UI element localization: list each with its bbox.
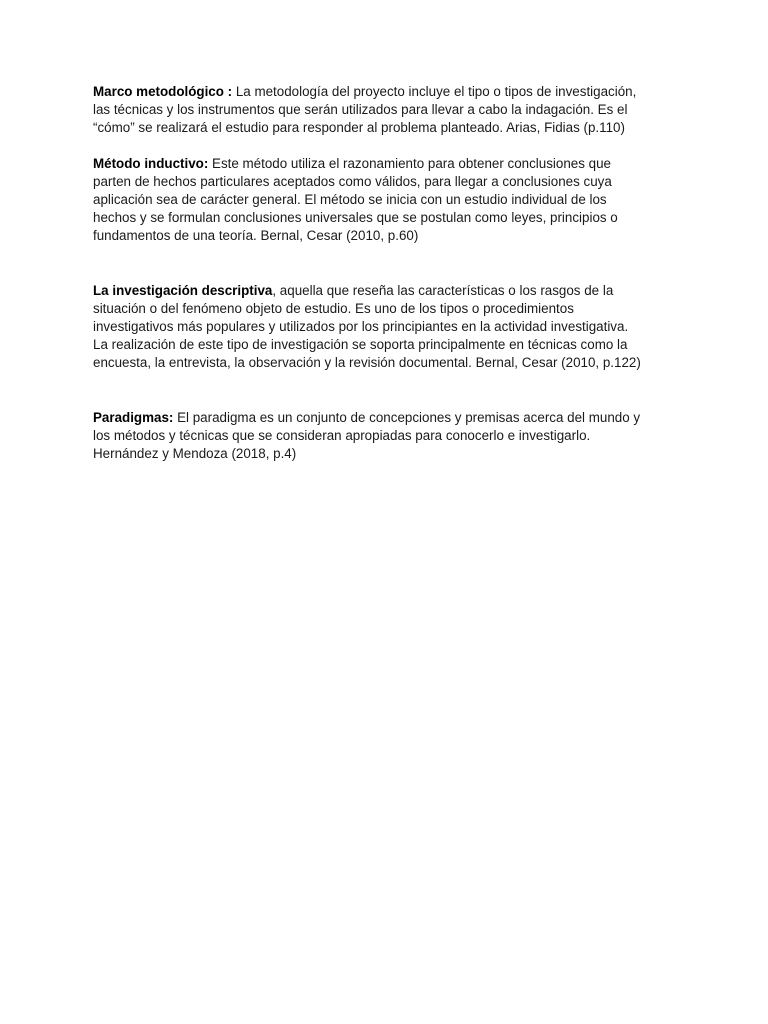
paragraph-line <box>93 409 683 427</box>
paragraph-line: aplicación sea de carácter general. El método se inicia con un estudio individual de los <box>93 192 607 208</box>
paragraph-spacer <box>93 138 683 155</box>
paragraph-line: los métodos y técnicas que se consideran apropiadas para conocerlo e investigarlo. <box>93 427 591 443</box>
paragraph-line <box>93 282 683 300</box>
term-marco-metodologico: Marco metodológico : <box>93 84 233 99</box>
paragraph-spacer <box>93 373 683 409</box>
paragraph-paradigmas <box>93 409 683 464</box>
paragraph-line: “cómo” se realizará el estudio para responder al problema planteado. Arias, Fidias (p.110) <box>93 120 625 136</box>
paragraph-marco-metodologico <box>93 83 683 138</box>
paragraph-line <box>93 155 683 173</box>
term-metodo-inductivo: Método inductivo: <box>93 155 209 171</box>
paragraph-metodo-inductivo <box>93 155 683 246</box>
paragraph-line: La realización de este tipo de investigación se soporta principalmente en técnicas como la <box>93 337 628 353</box>
paragraph-line: hechos y se formulan conclusiones universales que se postulan como leyes, principios o <box>93 210 618 226</box>
paragraph-line: situación o del fenómeno objeto de estudio. Es uno de los tipos o procedimientos <box>93 300 574 316</box>
paragraph-line: fundamentos de una teoría. Bernal, Cesar (2010, p.60) <box>93 228 419 244</box>
term-investigacion-descriptiva: La investigación descriptiva <box>93 282 273 298</box>
paragraph-spacer <box>93 246 683 282</box>
paragraph-line: encuesta, la entrevista, la observación y la revisión documental. Bernal, Cesar (2010, p.122) <box>93 355 641 371</box>
paragraph-text: Este método utiliza el razonamiento para obtener conclusiones que <box>208 155 612 171</box>
paragraph-line: Hernández y Mendoza (2018, p.4) <box>93 446 297 462</box>
term-paradigmas: Paradigmas: <box>93 409 174 425</box>
paragraph-text: , aquella que reseña las características o los rasgos de la <box>272 282 614 298</box>
paragraph-line: parten de hechos particulares aceptados como válidos, para llegar a conclusiones cuya <box>93 173 612 189</box>
paragraph-investigacion-descriptiva <box>93 282 683 373</box>
paragraph-text: La metodología del proyecto incluye el tipo o tipos de investigación, <box>232 84 637 99</box>
document-body <box>93 83 683 463</box>
paragraph-line: las técnicas y los instrumentos que serán utilizados para llevar a cabo la indagación. Es el <box>93 102 628 118</box>
paragraph-line: investigativos más populares y utilizados por los principiantes en la actividad investigativa. <box>93 319 629 335</box>
paragraph-line <box>93 83 683 101</box>
paragraph-text: El paradigma es un conjunto de concepciones y premisas acerca del mundo y <box>173 409 641 425</box>
